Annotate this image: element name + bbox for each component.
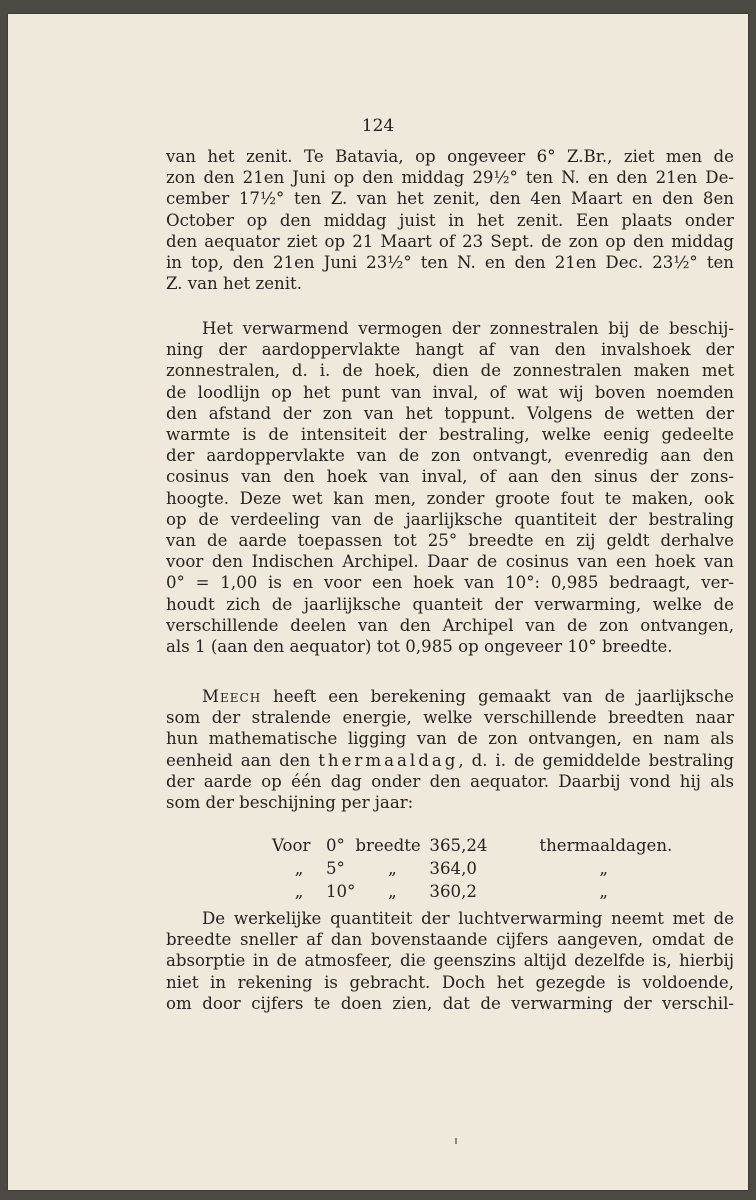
table-cell: 10° — [326, 882, 356, 901]
table-cell: „ — [599, 859, 609, 878]
text-line: voor den Indischen Archipel. Daar de cosinus van een hoek van — [166, 552, 734, 572]
table-cell: „ — [599, 882, 609, 901]
table-row — [272, 857, 739, 880]
paper-speck — [455, 1138, 457, 1144]
text-line: houdt zich de jaarlijksche quanteit der verwarming, welke de — [166, 594, 734, 614]
text-line: niet in rekening is gebracht. Doch het gezegde is voldoende, — [166, 972, 734, 992]
text-line: ning der aardoppervlakte hangt af van den invalshoek der — [166, 340, 734, 360]
text-line: den aequator ziet op 21 Maart of 23 Sept. de zon op den middag — [166, 231, 734, 251]
table-cell: Voor — [272, 836, 311, 855]
text-line: som der beschijning per jaar: — [166, 793, 414, 813]
text-line: den afstand der zon van het toppunt. Volgens de wetten der — [166, 403, 734, 423]
text-line: October op den middag juist in het zenit. Een plaats onder — [166, 210, 734, 230]
text-line: op de verdeeling van de jaarlijksche quantiteit der bestraling — [166, 509, 734, 529]
text-line: van de aarde toepassen tot 25° breedte en zij geldt derhalve — [166, 531, 734, 551]
text-fragment: heeft een berekening gemaakt van de jaarlijksche — [273, 687, 734, 706]
text-line: om door cijfers te doen zien, dat de verwarming der verschil- — [166, 993, 734, 1013]
text-line — [166, 686, 734, 707]
text-line: hoogte. Deze wet kan men, zonder groote fout te maken, ook — [166, 488, 734, 508]
text-line: Het verwarmend vermogen der zonnestralen bij de beschij- — [202, 319, 734, 338]
text-line: verschillende deelen van den Archipel van de zon ontvangen, — [166, 615, 734, 635]
text-line: som der stralende energie, welke verschillende breedten naar — [166, 708, 734, 728]
text-line: der aarde op één dag onder den aequator. Daarbij vond hij als — [166, 771, 734, 791]
table-cell: 360,2 — [429, 882, 477, 901]
paragraph-4 — [166, 908, 734, 1014]
table-row — [272, 880, 739, 903]
text-line: absorptie in de atmosfeer, die geenszins altijd dezelfde is, hierbij — [166, 951, 734, 971]
text-line: in top, den 21en Juni 23½° ten N. en den 21en Dec. 23½° ten — [166, 253, 734, 273]
text-line: als 1 (aan den aequator) tot 0,985 op ongeveer 10° breedte. — [166, 637, 673, 657]
text-line: zonnestralen, d. i. de hoek, dien de zonnestralen maken met — [166, 361, 734, 381]
text-line: Z. van het zenit. — [166, 274, 302, 294]
text-fragment: eenheid aan den — [166, 750, 311, 770]
text-line: cember 17½° ten Z. van het zenit, den 4en Maart en den 8en — [166, 189, 734, 209]
paragraph-3 — [166, 686, 734, 813]
table-cell: thermaaldagen. — [539, 836, 673, 855]
text-line: de loodlijn op het punt van inval, of wat wij boven noemden — [166, 382, 734, 402]
author-name: Meech — [202, 687, 262, 706]
page-number: 124 — [361, 116, 395, 136]
text-line: van het zenit. Te Batavia, op ongeveer 6° Z.Br., ziet men de — [166, 147, 734, 166]
table-cell: 364,0 — [429, 859, 477, 878]
text-line: 0° = 1,00 is en voor een hoek van 10°: 0,985 bedraagt, ver- — [166, 573, 734, 593]
paragraph-1 — [166, 146, 734, 294]
table-cell: 0° — [326, 836, 345, 855]
table-cell: 365,24 — [429, 836, 488, 855]
text-line: der aardoppervlakte van de zon ontvangt, evenredig aan den — [166, 446, 734, 466]
text-line: cosinus van den hoek van inval, of aan den sinus der zons- — [166, 467, 734, 487]
text-line: warmte is de intensiteit der bestraling, welke eenig gedeelte — [166, 425, 734, 445]
emphasized-term: thermaaldag — [318, 750, 459, 770]
text-line: zon den 21en Juni op den middag 29½° ten N. en den 21en De- — [166, 168, 734, 188]
radiation-table — [272, 834, 739, 903]
table-cell: „ — [294, 882, 304, 901]
text-line: De werkelijke quantiteit der luchtverwarming neemt met de — [202, 909, 734, 928]
table-cell: breedte — [355, 836, 421, 855]
text-line — [166, 750, 734, 771]
text-line: breedte sneller af dan bovenstaande cijfers aangeven, omdat de — [166, 930, 734, 950]
table-cell: „ — [388, 882, 397, 901]
table-cell: 5° — [326, 859, 345, 878]
table-row — [272, 834, 739, 857]
table-cell: „ — [294, 859, 304, 878]
text-line: hun mathematische ligging van de zon ontvangen, en nam als — [166, 729, 734, 749]
paragraph-2 — [166, 318, 734, 657]
text-fragment: , d. i. de gemiddelde bestraling — [458, 750, 735, 770]
table-cell: „ — [388, 859, 397, 878]
